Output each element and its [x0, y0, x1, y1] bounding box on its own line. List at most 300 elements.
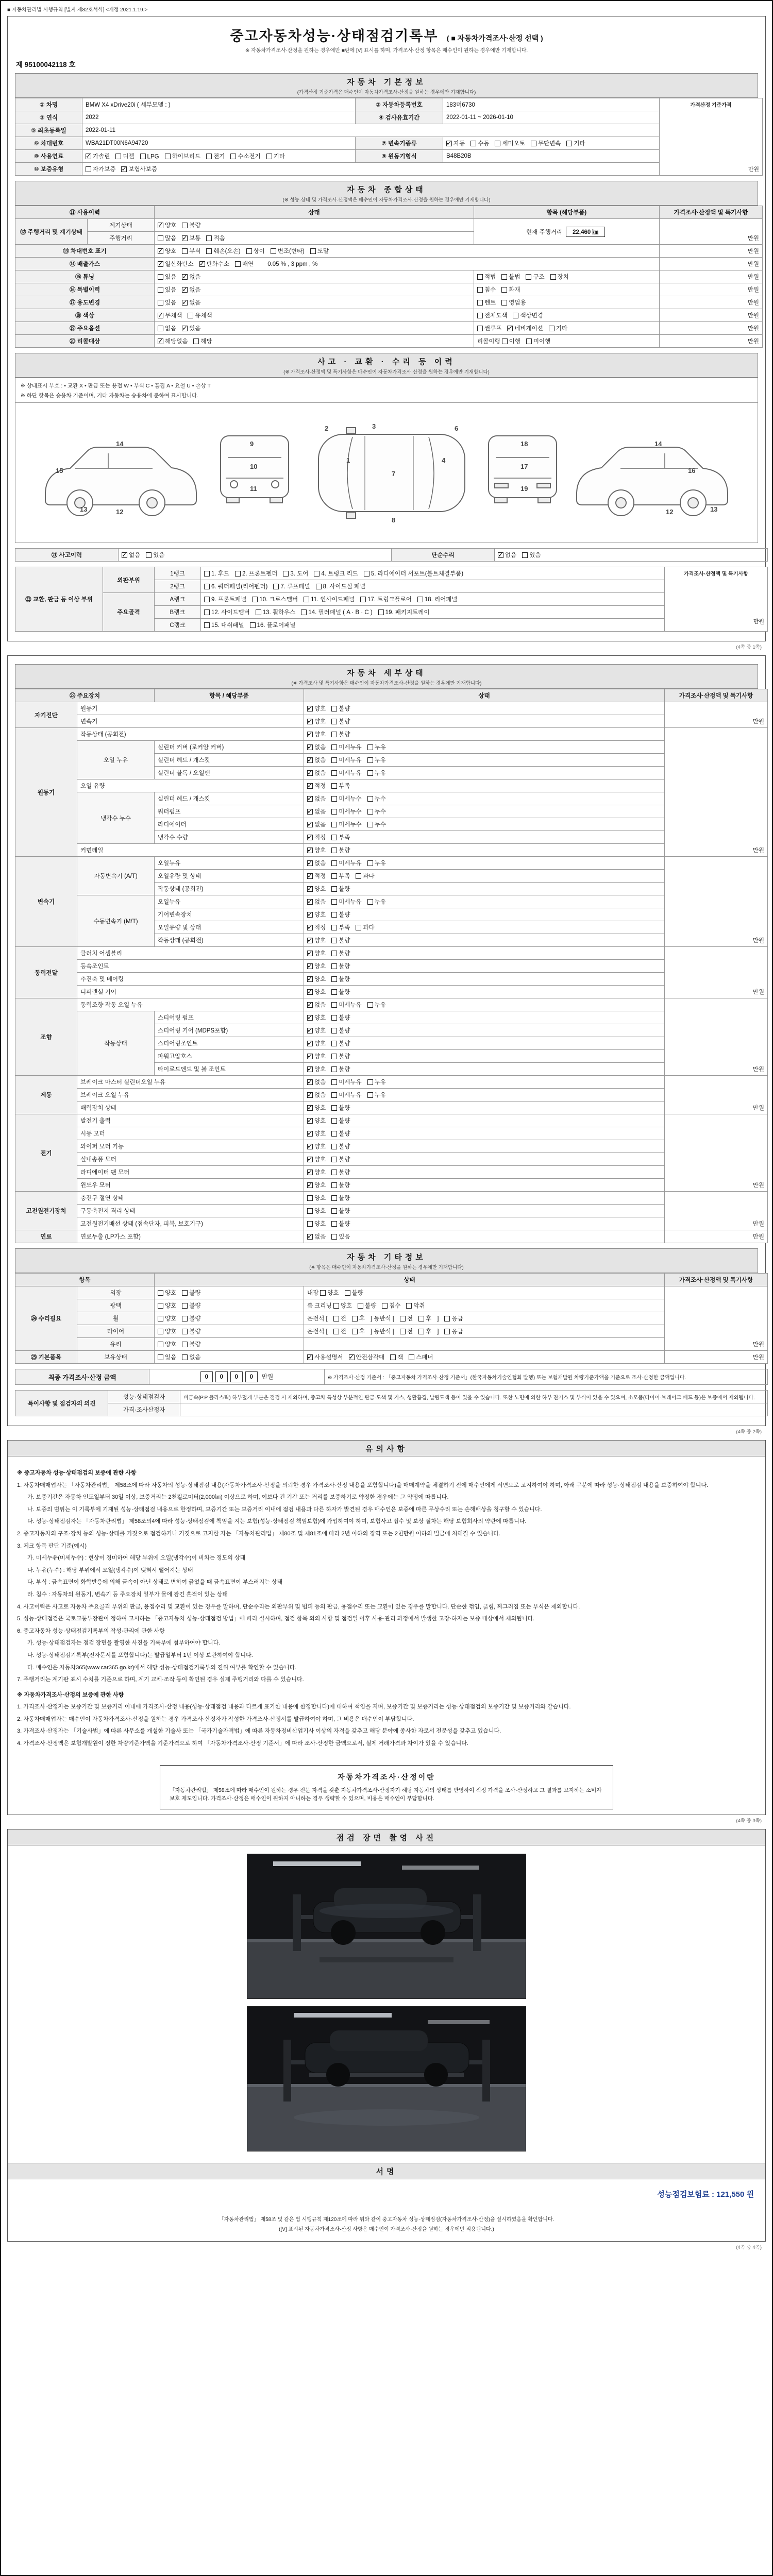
- checkbox-unchecked-icon: [367, 757, 373, 763]
- table-cell: [304, 728, 665, 741]
- cell-text: 현재 주행거리: [526, 229, 564, 235]
- checkbox-option[interactable]: 불량: [182, 1289, 200, 1297]
- checkbox-option[interactable]: 불량: [182, 1314, 200, 1323]
- checkbox-option[interactable]: 불량: [331, 1168, 350, 1176]
- checkbox-option[interactable]: ✓ 양호: [307, 975, 326, 983]
- checkbox-option[interactable]: 세미오토: [495, 139, 525, 147]
- checkbox-option[interactable]: 양호: [158, 1340, 176, 1348]
- accident-history-table: [15, 548, 768, 562]
- checkbox-unchecked-icon: [182, 1329, 188, 1334]
- checkbox-option[interactable]: 11. 인사이드패널: [304, 595, 355, 603]
- checkbox-unchecked-icon: [331, 1182, 337, 1188]
- checkbox-option[interactable]: ✓ 양호: [307, 730, 326, 738]
- checkbox-option[interactable]: 불법: [501, 273, 520, 281]
- checkbox-option[interactable]: 전: [400, 1327, 413, 1335]
- checkbox-option[interactable]: 악취: [406, 1301, 425, 1310]
- table-row: [15, 206, 763, 219]
- table-cell: 만원: [665, 1230, 768, 1243]
- checkbox-option[interactable]: ✓ 양호: [307, 1065, 326, 1073]
- checkbox-checked-icon: [307, 770, 313, 776]
- checkbox-option[interactable]: 영업용: [501, 298, 526, 307]
- checkbox-unchecked-icon: [495, 141, 500, 146]
- checkbox-option[interactable]: ✓ 없음: [307, 743, 326, 751]
- checkbox-option[interactable]: ✓ 양호: [307, 1181, 326, 1189]
- checkbox-option[interactable]: 전: [333, 1327, 346, 1335]
- checkbox-option[interactable]: 2. 프론트펜더: [235, 569, 277, 578]
- checkbox-option[interactable]: 불량: [331, 988, 350, 996]
- checkbox-option[interactable]: ✓ 양호: [307, 885, 326, 893]
- checkbox-option[interactable]: 응급: [444, 1314, 463, 1323]
- checkbox-option[interactable]: 4. 트렁크 리드: [314, 569, 358, 578]
- checkbox-option[interactable]: 9. 프론트패널: [204, 595, 246, 603]
- checkbox-option[interactable]: 장치: [550, 273, 569, 281]
- section-header-photos: [8, 1829, 765, 1845]
- checkbox-option[interactable]: ✓ 양호: [307, 1104, 326, 1112]
- checkbox-option[interactable]: 스패너: [409, 1353, 433, 1361]
- checkbox-option[interactable]: ✓ 양호: [307, 704, 326, 713]
- checkbox-option[interactable]: 렌트: [477, 298, 496, 307]
- checkbox-option[interactable]: 후: [352, 1314, 365, 1323]
- checkbox-option[interactable]: 누수: [367, 807, 386, 816]
- checkbox-option[interactable]: 불량: [331, 1013, 350, 1022]
- checkbox-option[interactable]: ✓ 양호: [307, 988, 326, 996]
- checkbox-option[interactable]: 미세누수: [331, 807, 361, 816]
- checkbox-unchecked-icon: [331, 1118, 337, 1124]
- checkbox-option[interactable]: ✓ 양호: [307, 1129, 326, 1138]
- checkbox-option[interactable]: 후: [418, 1327, 431, 1335]
- table-row: [15, 689, 768, 702]
- checkbox-option[interactable]: 미세누유: [331, 897, 361, 906]
- table-row: [15, 283, 763, 296]
- basic-info-table-host: [15, 98, 758, 176]
- checkbox-option[interactable]: ✓ 안전삼각대: [349, 1353, 385, 1361]
- checkbox-option[interactable]: 1. 후드: [204, 569, 229, 578]
- checkbox-option[interactable]: ✓ 양호: [307, 1013, 326, 1022]
- table-cell: 만원: [665, 1114, 768, 1192]
- checkbox-option[interactable]: 양호: [307, 1219, 326, 1228]
- checkbox-option[interactable]: 디젤: [115, 152, 134, 160]
- table-row: [15, 1351, 768, 1364]
- checkbox-option[interactable]: 있음: [158, 273, 176, 281]
- checkbox-option[interactable]: 침수: [382, 1301, 400, 1310]
- checkbox-option[interactable]: 불량: [358, 1301, 376, 1310]
- checkbox-option[interactable]: 과다: [356, 872, 374, 880]
- checkbox-option[interactable]: 불량: [331, 910, 350, 919]
- checkbox-unchecked-icon: [331, 860, 337, 866]
- checkbox-option[interactable]: 침수: [477, 285, 496, 294]
- checkbox-option[interactable]: 후: [352, 1327, 365, 1335]
- checkbox-option[interactable]: 미세누유: [331, 756, 361, 764]
- checkbox-option[interactable]: 상이: [246, 247, 265, 255]
- row-label: 유리: [77, 1338, 155, 1351]
- accident-history-table-host: [15, 548, 758, 562]
- checkbox-option[interactable]: 훼손(오손): [206, 247, 240, 255]
- checkbox-checked-icon: [307, 886, 313, 892]
- checkbox-option[interactable]: ✓ 양호: [307, 1155, 326, 1163]
- checkbox-option[interactable]: 누수: [367, 820, 386, 828]
- checkbox-option[interactable]: 미세누유: [331, 743, 361, 751]
- checkbox-option[interactable]: 14. 필러패널 ( A · B · C ): [301, 608, 372, 616]
- table-cell: 시동 모터: [77, 1127, 304, 1140]
- checkbox-option[interactable]: 19. 패키지트레이: [378, 608, 430, 616]
- checkbox-checked-icon: [307, 860, 313, 866]
- checkbox-unchecked-icon: [314, 571, 320, 577]
- checkbox-option[interactable]: ✓ 있음: [182, 324, 200, 332]
- checkbox-option[interactable]: 불량: [331, 1142, 350, 1150]
- checkbox-option[interactable]: 있음: [158, 1353, 176, 1361]
- checkbox-option[interactable]: 미세누수: [331, 794, 361, 803]
- checkbox-option[interactable]: 3. 도어: [283, 569, 308, 578]
- checkbox-option[interactable]: ✓ 사용설명서: [307, 1353, 343, 1361]
- checkbox-option[interactable]: 있음: [158, 285, 176, 294]
- checkbox-option[interactable]: 수동: [470, 139, 489, 147]
- checkbox-option[interactable]: ✓ 자동: [446, 139, 465, 147]
- checkbox-option[interactable]: ✓ 양호: [307, 1052, 326, 1060]
- checkbox-checked-icon: [307, 1015, 313, 1021]
- checkbox-option[interactable]: 없음: [158, 324, 176, 332]
- checkbox-checked-icon: [307, 1157, 313, 1162]
- table-cell: 오일누유: [155, 857, 304, 870]
- checkbox-option[interactable]: 5. 라디에이터 서포트(볼트체결부품): [364, 569, 463, 578]
- checkbox-option[interactable]: 기타: [266, 152, 285, 160]
- row-label: C랭크: [155, 619, 201, 632]
- table-cell: 와이퍼 모터 기능: [77, 1140, 304, 1153]
- checkbox-option[interactable]: 응급: [444, 1327, 463, 1335]
- checkbox-option[interactable]: 기타: [566, 139, 585, 147]
- checkbox-option[interactable]: 변조(변타): [271, 247, 305, 255]
- checkbox-option[interactable]: ✓ 양호: [307, 1039, 326, 1047]
- checkbox-option[interactable]: 불량: [331, 975, 350, 983]
- checkbox-option[interactable]: 누유: [367, 859, 386, 867]
- checkbox-option[interactable]: 17. 트렁크플로어: [360, 595, 412, 603]
- checkbox-option[interactable]: ✓ 양호: [307, 846, 326, 854]
- checkbox-option[interactable]: 불량: [331, 936, 350, 944]
- checkbox-option[interactable]: 누수: [367, 794, 386, 803]
- checkbox-unchecked-icon: [256, 609, 261, 615]
- table-cell: [474, 283, 660, 296]
- checkbox-option[interactable]: 불량: [331, 962, 350, 970]
- checkbox-option[interactable]: ✓ 해당없음: [158, 337, 188, 345]
- checkbox-option[interactable]: 불량: [331, 1039, 350, 1047]
- checkbox-option[interactable]: 양호: [158, 1289, 176, 1297]
- table-cell: 만원: [665, 702, 768, 728]
- checkbox-option[interactable]: 자가보증: [86, 165, 115, 173]
- checkbox-option[interactable]: ✓ 양호: [307, 949, 326, 957]
- checkbox-option[interactable]: 구조: [526, 273, 544, 281]
- row-label: 성능·상태점검자: [108, 1391, 180, 1403]
- checkbox-unchecked-icon: [204, 571, 210, 577]
- checkbox-unchecked-icon: [331, 706, 337, 711]
- checkbox-unchecked-icon: [320, 1290, 326, 1296]
- checkbox-option[interactable]: 화재: [501, 285, 520, 294]
- row-label: 동력전달: [15, 947, 77, 998]
- checkbox-unchecked-icon: [158, 300, 163, 306]
- checkbox-option[interactable]: ✓ 없음: [122, 551, 140, 559]
- checkbox-option[interactable]: ✓ 양호: [158, 221, 176, 229]
- checkbox-option[interactable]: 미세누유: [331, 1078, 361, 1086]
- checkbox-unchecked-icon: [331, 1105, 337, 1111]
- table-cell: 변속기: [77, 715, 304, 728]
- checkbox-option[interactable]: 부족: [331, 872, 350, 880]
- checkbox-option[interactable]: 부족: [331, 782, 350, 790]
- checkbox-option[interactable]: 10. 크로스멤버: [252, 595, 298, 603]
- checkbox-unchecked-icon: [406, 1303, 412, 1309]
- table-cell: 실내송풍 모터: [77, 1153, 304, 1166]
- checkbox-option[interactable]: ✓ 없음: [182, 285, 200, 294]
- checkbox-option[interactable]: ✓ 없음: [307, 794, 326, 803]
- table-cell: [304, 1179, 665, 1192]
- checkbox-unchecked-icon: [182, 1342, 188, 1347]
- checkbox-option[interactable]: ✓ 양호: [307, 936, 326, 944]
- checkbox-option[interactable]: ✓ 양호: [307, 1168, 326, 1176]
- checkbox-option[interactable]: 18. 리어패널: [417, 595, 458, 603]
- checkbox-option[interactable]: 누유: [367, 1078, 386, 1086]
- table-cell: 워터펌프: [155, 805, 304, 818]
- checkbox-option[interactable]: 누유: [367, 743, 386, 751]
- table-cell: [155, 283, 474, 296]
- checkbox-option[interactable]: 적법: [477, 273, 496, 281]
- checkbox-option[interactable]: 하이브리드: [165, 152, 201, 160]
- checkbox-option[interactable]: 12. 사이드멤버: [204, 608, 250, 616]
- checkbox-option[interactable]: 적음: [206, 234, 225, 242]
- checkbox-option[interactable]: ✓ 보통: [182, 234, 200, 242]
- checkbox-option[interactable]: ✓ 적정: [307, 923, 326, 931]
- checkbox-option[interactable]: ✓ 탄화수소: [199, 260, 229, 268]
- table-row: [15, 150, 763, 163]
- column-header: 가격조사·산정액 및 특기사항: [665, 1274, 768, 1286]
- row-label: 특이사항 및 점검자의 의견: [15, 1391, 108, 1416]
- checkbox-option[interactable]: ✓ 없음: [307, 897, 326, 906]
- checkbox-unchecked-icon: [316, 584, 322, 589]
- checkbox-option[interactable]: ✓ 없음: [182, 298, 200, 307]
- checkbox-option[interactable]: 미세누유: [331, 769, 361, 777]
- checkbox-option[interactable]: 불량: [331, 1026, 350, 1035]
- exchange-panel-table-host: [15, 567, 764, 632]
- notice-paragraph: 나. 성능·상태점검기록부(전자문서를 포함합니다)는 발급일부터 1년 이상 보관하여야 합니다.: [27, 1652, 253, 1658]
- section-note: (※ 가격조사·산정액 및 특기사항은 매수인이 자동차가격조사·산정을 원하는 경우에만 기재합니다): [283, 369, 490, 375]
- checkbox-option[interactable]: ✓ 없음: [307, 769, 326, 777]
- checkbox-option[interactable]: ✓ 적정: [307, 872, 326, 880]
- checkbox-option[interactable]: 불량: [331, 949, 350, 957]
- checkbox-option[interactable]: 불량: [331, 1155, 350, 1163]
- checkbox-option[interactable]: 많음: [158, 234, 176, 242]
- table-cell: 2022-01-11: [82, 124, 660, 137]
- checkbox-unchecked-icon: [378, 609, 384, 615]
- checkbox-option[interactable]: 수소전기: [230, 152, 260, 160]
- checkbox-unchecked-icon: [331, 1066, 337, 1072]
- checkbox-option[interactable]: 불량: [331, 730, 350, 738]
- checkbox-option[interactable]: 양호: [307, 1194, 326, 1202]
- checkbox-option[interactable]: ✓ 양호: [158, 247, 176, 255]
- checkbox-option[interactable]: 부족: [331, 833, 350, 841]
- checkbox-option[interactable]: ✓ 네비게이션: [507, 324, 543, 332]
- table-row: [15, 549, 768, 562]
- checkbox-option[interactable]: 불량: [182, 1340, 200, 1348]
- checkbox-option[interactable]: ✓ 없음: [307, 1001, 326, 1009]
- checkbox-option[interactable]: ✓ 양호: [307, 1116, 326, 1125]
- checkbox-option[interactable]: 있음: [522, 551, 541, 559]
- row-label: 단순수리: [392, 549, 495, 562]
- checkbox-option[interactable]: 양호: [158, 1301, 176, 1310]
- table-cell: 만원: [665, 998, 768, 1076]
- checkbox-option[interactable]: 미세누유: [331, 1091, 361, 1099]
- checkbox-option[interactable]: 불량: [331, 846, 350, 854]
- checkbox-option[interactable]: ✓ 없음: [307, 1078, 326, 1086]
- checkbox-option[interactable]: ✓ 적정: [307, 833, 326, 841]
- checkbox-option[interactable]: 미세누수: [331, 820, 361, 828]
- checkbox-option[interactable]: 부족: [331, 923, 350, 931]
- checkbox-option[interactable]: 색상변경: [513, 311, 543, 319]
- checkbox-option[interactable]: ✓ 양호: [307, 1026, 326, 1035]
- checkbox-option[interactable]: 불량: [331, 1219, 350, 1228]
- checkbox-option[interactable]: 누유: [367, 1091, 386, 1099]
- checkbox-option[interactable]: 양호: [158, 1314, 176, 1323]
- checkbox-option[interactable]: 있음: [331, 1232, 350, 1241]
- checkbox-option[interactable]: ✓ 없음: [307, 756, 326, 764]
- checkbox-option[interactable]: 해당: [193, 337, 212, 345]
- checkbox-option[interactable]: 양호: [333, 1301, 352, 1310]
- checkbox-option[interactable]: 무단변속: [531, 139, 561, 147]
- checkbox-option[interactable]: 잭: [390, 1353, 403, 1361]
- checkbox-option[interactable]: 불량: [331, 1104, 350, 1112]
- checkbox-option[interactable]: ✓ 없음: [498, 551, 516, 559]
- checkbox-option[interactable]: 불량: [345, 1289, 363, 1297]
- checkbox-option[interactable]: 부식: [182, 247, 200, 255]
- checkbox-option[interactable]: 양호: [158, 1327, 176, 1335]
- notice-paragraph: 4. 가격조사·산정액은 보험개발원이 정한 차량기준가액을 기준가격으로 하여 「자동차가격조사·산정 기준서」에 따라 조사·산정한 금액으로서, 실제 거래가격과 차이가 있을 수 있습니다.: [17, 1740, 468, 1747]
- checkbox-option[interactable]: 있음: [146, 551, 164, 559]
- checkbox-option[interactable]: 6. 쿼터패널(리어펜더): [204, 582, 267, 590]
- checkbox-option[interactable]: 기타: [549, 324, 567, 332]
- checkbox-unchecked-icon: [352, 1329, 358, 1334]
- checkbox-unchecked-icon: [331, 1015, 337, 1021]
- checkbox-unchecked-icon: [367, 1092, 373, 1098]
- checkbox-option[interactable]: 불량: [331, 885, 350, 893]
- checkbox-option[interactable]: ✓ 보험사보증: [121, 165, 157, 173]
- checkbox-unchecked-icon: [331, 732, 337, 737]
- checkbox-option[interactable]: 이행: [502, 337, 520, 345]
- checkbox-option[interactable]: ✓ 없음: [307, 807, 326, 816]
- checkbox-unchecked-icon: [345, 1290, 350, 1296]
- checkbox-option[interactable]: 미이행: [526, 337, 550, 345]
- checkbox-option[interactable]: ✓ 없음: [307, 1091, 326, 1099]
- row-label: ⑦ 변속기종류: [356, 137, 443, 150]
- checkbox-option[interactable]: 불량: [331, 1129, 350, 1138]
- amount-digit-box: 0: [230, 1371, 243, 1382]
- checkbox-checked-icon: [307, 835, 313, 840]
- checkbox-option[interactable]: ✓ 없음: [307, 820, 326, 828]
- checkbox-option[interactable]: ✓ 일산화탄소: [158, 260, 194, 268]
- option-prefix-label: 룸 크리닝: [307, 1303, 333, 1309]
- checkbox-unchecked-icon: [501, 300, 507, 306]
- panel-number-label: 3: [372, 422, 376, 430]
- checkbox-option[interactable]: 전기: [206, 152, 225, 160]
- checkbox-option[interactable]: ✓ 양호: [307, 910, 326, 919]
- checkbox-option[interactable]: 불량: [331, 1065, 350, 1073]
- checkbox-option[interactable]: 불량: [331, 1052, 350, 1060]
- checkbox-option[interactable]: 미세누유: [331, 859, 361, 867]
- checkbox-option[interactable]: 불량: [331, 1116, 350, 1125]
- checkbox-option[interactable]: 누유: [367, 769, 386, 777]
- checkbox-option[interactable]: 없음: [182, 1353, 200, 1361]
- checkbox-option[interactable]: 후: [418, 1314, 431, 1323]
- checkbox-unchecked-icon: [513, 313, 518, 318]
- checkbox-option[interactable]: 불량: [331, 1207, 350, 1215]
- checkbox-option[interactable]: 불량: [331, 704, 350, 713]
- checkbox-option[interactable]: 불량: [331, 1181, 350, 1189]
- notice-paragraph: 다. 부식 : 금속표면이 화학반응에 의해 금속이 아닌 상태로 변하여 긁었을 때 금속표면이 부스러지는 상태: [27, 1579, 283, 1586]
- checkbox-option[interactable]: 있음: [158, 298, 176, 307]
- checkbox-option[interactable]: 불량: [331, 717, 350, 725]
- row-label: ⑨ 원동기형식: [356, 150, 443, 163]
- checkbox-option[interactable]: ✓ 가솔린: [86, 152, 110, 160]
- checkbox-unchecked-icon: [331, 1002, 337, 1008]
- checkbox-option[interactable]: 7. 루프패널: [273, 582, 310, 590]
- checkbox-option[interactable]: 과다: [356, 923, 374, 931]
- checkbox-option[interactable]: 15. 대쉬패널: [204, 621, 244, 629]
- checkbox-option[interactable]: 양호: [307, 1207, 326, 1215]
- checkbox-option[interactable]: ✓ 무채색: [158, 311, 182, 319]
- row-label: ㉒ 교환, 판금 등 이상 부위: [15, 567, 103, 632]
- checkbox-option[interactable]: 불량: [331, 1194, 350, 1202]
- checkbox-option[interactable]: 16. 플로어패널: [250, 621, 296, 629]
- document-number: 제 95100042118 호: [16, 61, 76, 69]
- checkbox-unchecked-icon: [140, 154, 146, 159]
- checkbox-option[interactable]: ✓ 없음: [307, 859, 326, 867]
- table-cell: 2022: [82, 111, 356, 124]
- checkbox-unchecked-icon: [400, 1316, 406, 1321]
- checkbox-option[interactable]: LPG: [140, 154, 159, 160]
- checkbox-option[interactable]: 전체도색: [477, 311, 507, 319]
- checkbox-option[interactable]: 썬루프: [477, 324, 501, 332]
- checkbox-option[interactable]: 도말: [310, 247, 329, 255]
- table-cell: [304, 1325, 665, 1338]
- checkbox-option[interactable]: 불량: [182, 1327, 200, 1335]
- checkbox-option[interactable]: 불량: [182, 221, 200, 229]
- checkbox-option[interactable]: 양호: [320, 1289, 339, 1297]
- checkbox-option[interactable]: ✓ 없음: [182, 273, 200, 281]
- checkbox-option[interactable]: 누유: [367, 1001, 386, 1009]
- checkbox-option[interactable]: ✓ 적정: [307, 782, 326, 790]
- checkbox-unchecked-icon: [367, 822, 373, 827]
- checkbox-option[interactable]: 8. 사이드실 패널: [316, 582, 366, 590]
- price-column-label: 가격산정 기준가격: [690, 103, 732, 108]
- checkbox-checked-icon: [307, 783, 313, 789]
- checkbox-option[interactable]: 전: [400, 1314, 413, 1323]
- checkbox-option[interactable]: 전: [333, 1314, 346, 1323]
- checkbox-option[interactable]: ✓ 양호: [307, 962, 326, 970]
- notice-paragraph: 2. 중고자동차의 구조·장치 등의 성능·상태를 거짓으로 점검하거나 거짓으로 고지한 자는 「자동차관리법」 제80조 및 제81조에 따라 2년 이하의 징역 또는 2천만원 이하의 벌금에 처해질 수 있습니다.: [17, 1530, 500, 1537]
- checkbox-option[interactable]: 13. 휠하우스: [256, 608, 296, 616]
- table-cell: 만원: [660, 296, 763, 309]
- checkbox-option[interactable]: 누유: [367, 897, 386, 906]
- panel-number-label: 13: [80, 505, 88, 513]
- checkbox-unchecked-icon: [331, 1131, 337, 1137]
- checkbox-option[interactable]: 유채색: [188, 311, 212, 319]
- checkbox-option[interactable]: ✓ 없음: [307, 1232, 326, 1241]
- checkbox-checked-icon: [182, 287, 188, 293]
- checkbox-unchecked-icon: [418, 1316, 424, 1321]
- table-cell: 라디에이터 팬 모터: [77, 1166, 304, 1179]
- checkbox-option[interactable]: ✓ 양호: [307, 1142, 326, 1150]
- checkbox-option[interactable]: 불량: [182, 1301, 200, 1310]
- checkbox-option[interactable]: 누유: [367, 756, 386, 764]
- row-label: ⑲ 주요옵션: [15, 322, 155, 335]
- checkbox-option[interactable]: 매연: [235, 260, 254, 268]
- checkbox-option[interactable]: ✓ 양호: [307, 717, 326, 725]
- checkbox-option[interactable]: 미세누유: [331, 1001, 361, 1009]
- checkbox-unchecked-icon: [331, 912, 337, 918]
